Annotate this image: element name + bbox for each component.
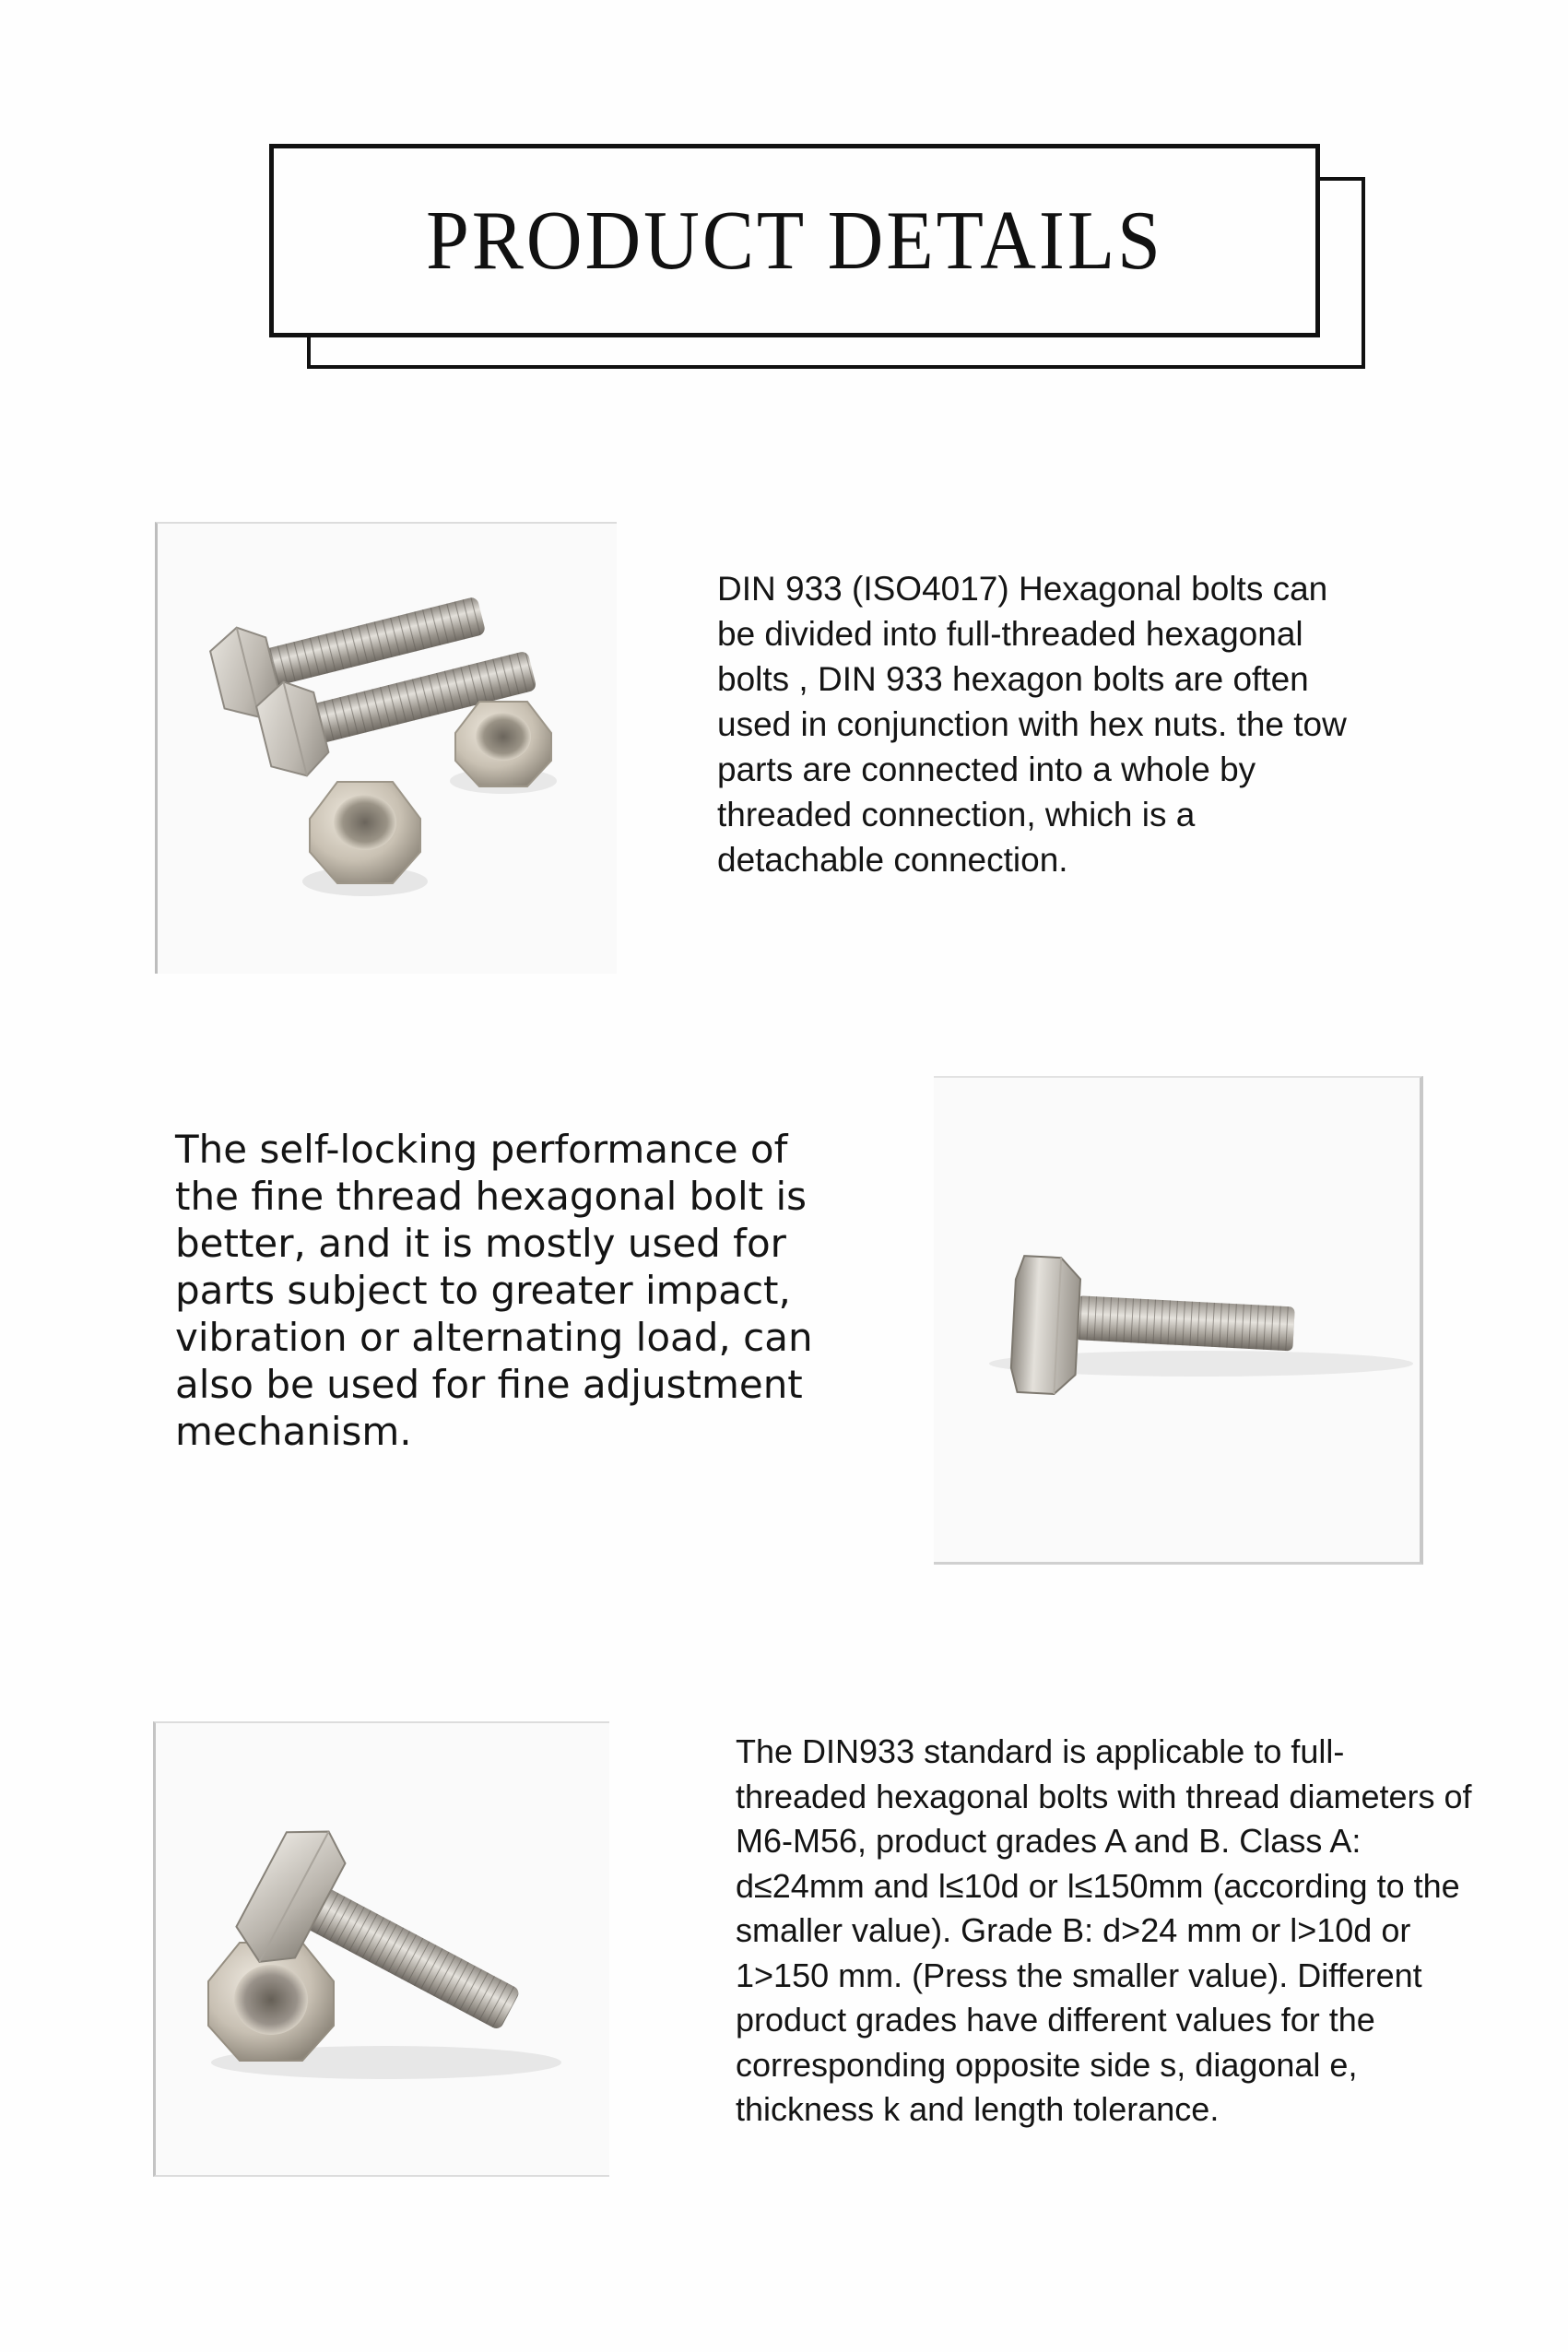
section-2-description: The self-locking performance of the fine thread hexagonal bolt is better, and it is mostly used for parts subject to greater impact, vibration or alternating load, can also be used for fine adjustment mechanism. xyxy=(175,1127,813,1454)
hex-bolts-and-nuts-photo xyxy=(155,522,617,974)
single-hex-bolt-photo xyxy=(934,1076,1423,1565)
section-3-description: The DIN933 standard is applicable to full-threaded hexagonal bolts with thread diameters of M6-M56, product grades A and B. Class A: d≤24mm and l≤10d or l≤150mm (according to the smaller value). Grade B: d>24 mm or l>10d or 1>150 mm. (Press the smaller value). Different product grades have different values for the corresponding opposite side s, diagonal e, thickness k and length tolerance. xyxy=(736,1732,1472,2128)
section-1-description: DIN 933 (ISO4017) Hexagonal bolts can be divided into full-threaded hexagonal bolts , DIN 933 hexagon bolts are often used in conjunction with hex nuts. the tow parts are connected into a whole by threaded connection, which is a detachable connection. xyxy=(717,570,1347,879)
page-title: PRODUCT DETAILS xyxy=(426,194,1163,288)
bolt-leaning-on-nut-photo xyxy=(153,1721,609,2177)
title-frame xyxy=(269,144,1320,337)
